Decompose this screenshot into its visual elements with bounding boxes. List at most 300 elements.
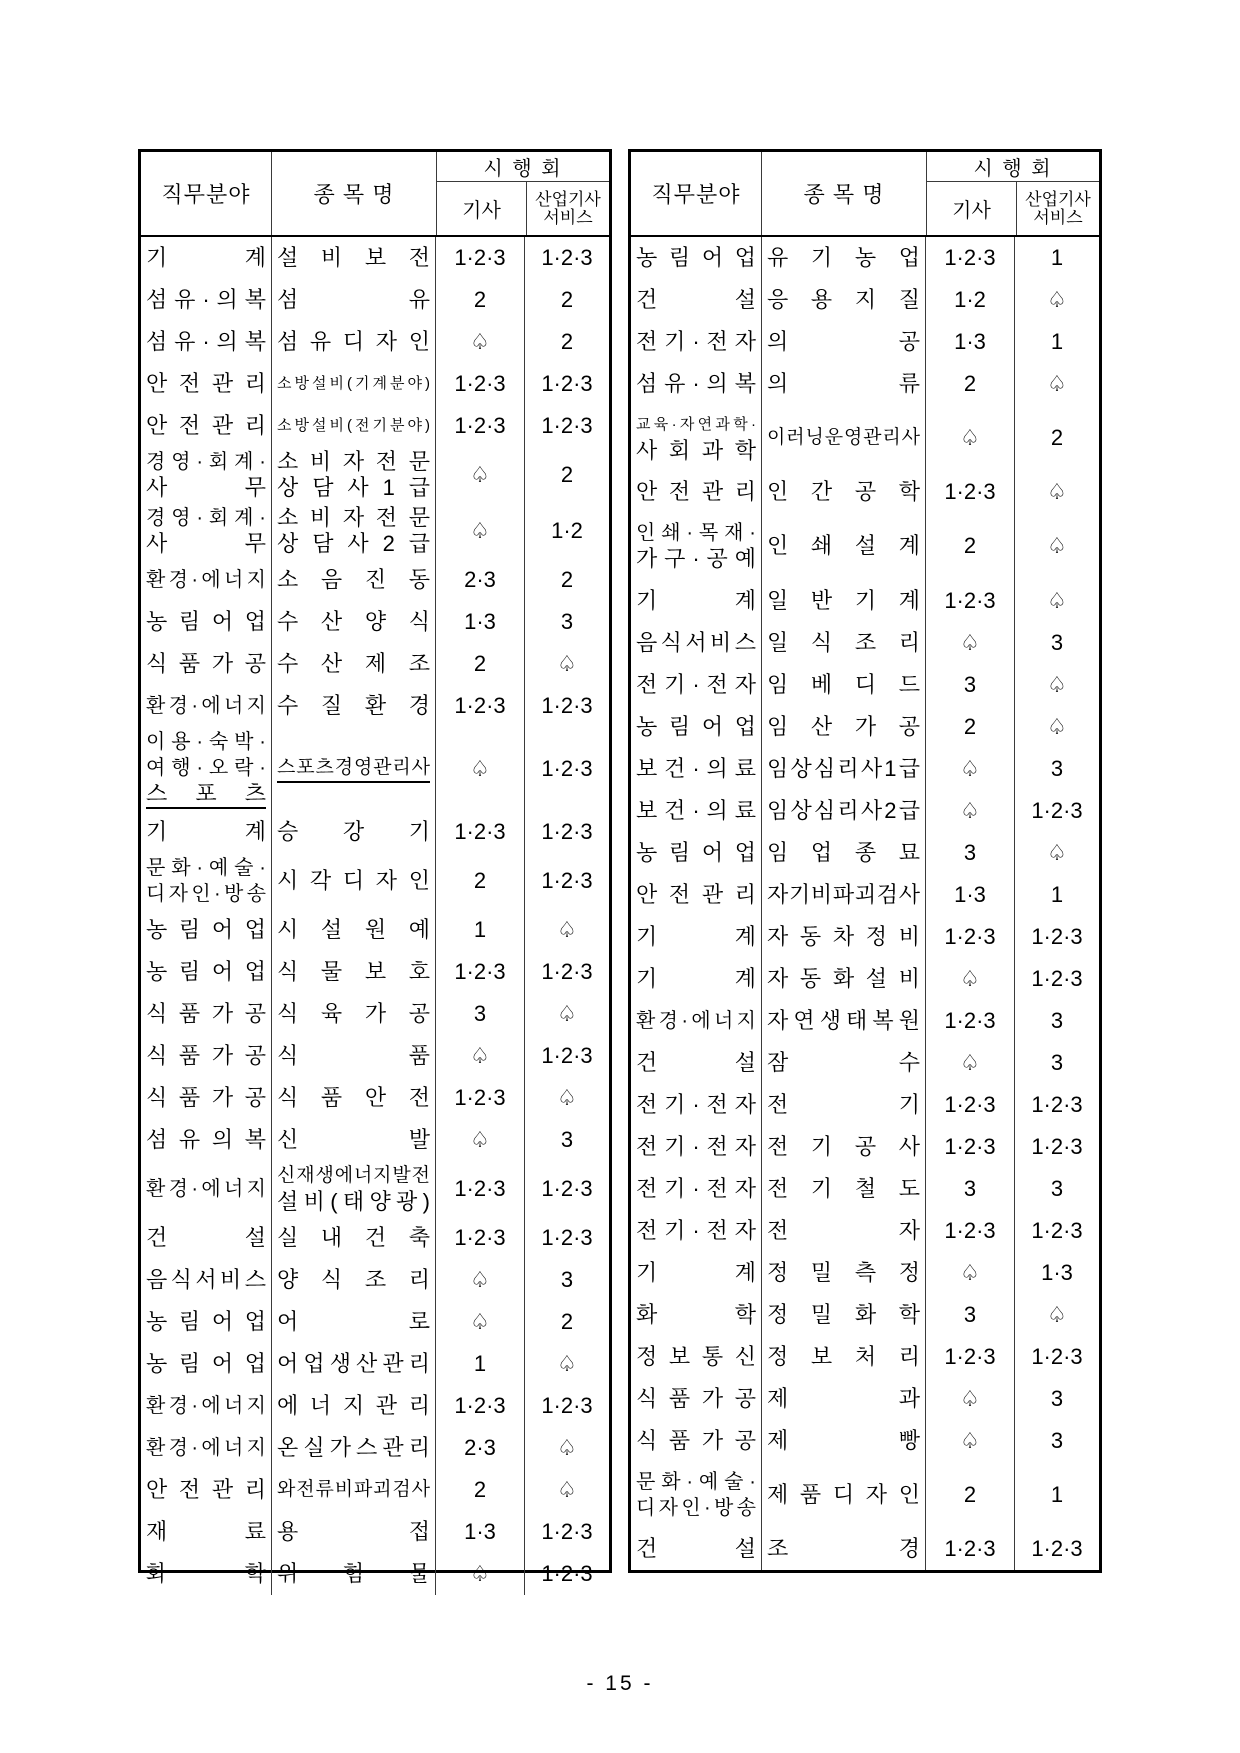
table-row (141, 559, 609, 601)
field-cell: 식 품 가 공 (146, 1085, 266, 1110)
sanup-cell: ♤ (524, 1427, 609, 1469)
field-cell: 안 전 관 리 (146, 413, 266, 438)
sanup-cell: 2 (524, 1301, 609, 1343)
table-row (141, 321, 609, 363)
table-row (631, 1462, 1099, 1528)
field-cell: 전 기 · 전 자 (636, 1091, 756, 1117)
gisa-cell: 1·2·3 (435, 951, 524, 993)
sanup-cell: ♤ (1014, 1294, 1099, 1336)
name-cell: 식 품 (271, 1035, 435, 1077)
name-cell: 일 반 기 계 (761, 580, 925, 622)
field-cell: 기 계 (636, 587, 756, 613)
table-row (631, 1126, 1099, 1168)
gisa-cell: 2·3 (435, 1427, 524, 1469)
field-cell: 농 림 어 업 (146, 1309, 266, 1334)
field-cell: 화 학 (146, 1561, 266, 1586)
name-cell: 제 품 디 자 인 (761, 1462, 925, 1528)
table-header (631, 152, 1099, 237)
table-row (141, 727, 609, 811)
gisa-cell: ♤ (435, 1035, 524, 1077)
gisa-cell: 1·2·3 (435, 685, 524, 727)
table-row (141, 1469, 609, 1511)
gisa-cell: 1·3 (435, 1511, 524, 1553)
gisa-cell: 1 (435, 909, 524, 951)
field-cell: 경 영 · 회 계 · 사 무 (146, 507, 266, 556)
field-cell: 농 림 어 업 (146, 917, 266, 942)
name-cell: 에 너 지 관 리 (271, 1385, 435, 1427)
table-body (141, 237, 609, 1595)
name-cell: 양 식 조 리 (271, 1259, 435, 1301)
table-row (141, 1077, 609, 1119)
table-row (631, 1252, 1099, 1294)
gisa-cell: 1·2·3 (925, 1528, 1014, 1570)
sanup-cell: 2 (524, 447, 609, 503)
column-header-gisa: 기사 (462, 200, 501, 222)
sanup-cell: 2 (524, 559, 609, 601)
name-cell: 수 산 제 조 (271, 643, 435, 685)
gisa-cell: 1·2·3 (435, 363, 524, 405)
column-header-session: 시 행 회 (437, 152, 609, 182)
field-cell: 보 건 · 의 료 (636, 797, 756, 823)
gisa-cell: 1·2·3 (435, 1161, 524, 1217)
gisa-cell: ♤ (435, 321, 524, 363)
field-cell: 재 료 (146, 1519, 266, 1544)
gisa-cell: 2 (435, 1469, 524, 1511)
gisa-cell: 1·2·3 (435, 1217, 524, 1259)
sanup-cell: 1·2·3 (1014, 916, 1099, 958)
qualification-table-left (138, 149, 612, 1586)
field-cell: 안 전 관 리 (636, 479, 756, 505)
table-row (631, 580, 1099, 622)
table-row (631, 321, 1099, 363)
gisa-cell: 3 (925, 1168, 1014, 1210)
field-cell: 농 림 어 업 (146, 609, 266, 634)
field-cell: 농 림 어 업 (636, 713, 756, 739)
gisa-cell: ♤ (435, 1553, 524, 1595)
sanup-cell: 2 (524, 321, 609, 363)
table-row (631, 1294, 1099, 1336)
name-cell: 소 방 설 비 ( 전 기 분 야 ) (271, 405, 435, 447)
field-cell: 농 림 어 업 (146, 959, 266, 984)
sanup-cell: ♤ (1014, 832, 1099, 874)
name-cell: 전 자 (761, 1210, 925, 1252)
table-row (631, 1084, 1099, 1126)
column-header-sanupgisa-line1: 산업기사 (1025, 189, 1091, 209)
field-cell: 환 경 · 에 너 지 (146, 569, 266, 591)
gisa-cell: 1·2·3 (925, 1336, 1014, 1378)
table-row (141, 279, 609, 321)
gisa-cell: ♤ (925, 790, 1014, 832)
name-cell: 자 기 비 파 괴 검 사 (761, 874, 925, 916)
name-cell: 잠 수 (761, 1042, 925, 1084)
column-header-name: 종 목 명 (271, 152, 436, 235)
field-cell: 음 식 서 비 스 (146, 1267, 266, 1292)
gisa-cell: ♤ (435, 503, 524, 559)
sanup-cell: 3 (1014, 1168, 1099, 1210)
table-row (141, 1217, 609, 1259)
field-cell: 전 기 · 전 자 (636, 671, 756, 697)
column-header-gisa: 기사 (952, 200, 991, 222)
sanup-cell: 1·2·3 (524, 1553, 609, 1595)
sanup-cell: 1·2·3 (524, 685, 609, 727)
name-cell: 제 과 (761, 1378, 925, 1420)
sanup-cell: ♤ (1014, 471, 1099, 513)
gisa-cell: 3 (435, 993, 524, 1035)
field-cell: 전 기 · 전 자 (636, 1133, 756, 1159)
table-row (141, 363, 609, 405)
table-row (631, 405, 1099, 471)
gisa-cell: 2 (925, 363, 1014, 405)
gisa-cell: 1·2·3 (925, 1210, 1014, 1252)
session-subheaders (437, 182, 609, 235)
table-row (141, 1259, 609, 1301)
gisa-cell: ♤ (435, 727, 524, 811)
gisa-cell: 1·3 (435, 601, 524, 643)
name-cell: 인 쇄 설 계 (761, 513, 925, 579)
sanup-cell: 1·2·3 (524, 237, 609, 279)
table-row (141, 601, 609, 643)
gisa-cell: 1·2·3 (435, 811, 524, 853)
gisa-cell: 1·2·3 (925, 471, 1014, 513)
sanup-cell: 1·2·3 (1014, 790, 1099, 832)
column-header-session: 시 행 회 (927, 152, 1099, 182)
table-row (631, 1336, 1099, 1378)
field-cell: 식 품 가 공 (146, 1001, 266, 1026)
name-cell: 응 용 지 질 (761, 279, 925, 321)
name-cell: 식 육 가 공 (271, 993, 435, 1035)
sanup-cell: ♤ (524, 1343, 609, 1385)
gisa-cell: 1·3 (925, 874, 1014, 916)
gisa-cell: ♤ (925, 622, 1014, 664)
name-cell: 온 실 가 스 관 리 (271, 1427, 435, 1469)
field-cell: 기 계 (636, 1259, 756, 1285)
sanup-cell: ♤ (1014, 279, 1099, 321)
table-body (631, 237, 1099, 1570)
sanup-cell: 3 (1014, 1042, 1099, 1084)
gisa-cell: 1·2·3 (925, 1084, 1014, 1126)
field-cell: 전 기 · 전 자 (636, 1217, 756, 1243)
gisa-cell: ♤ (925, 958, 1014, 1000)
sanup-cell: 1·2·3 (524, 1385, 609, 1427)
table-row (631, 513, 1099, 579)
table-row (631, 790, 1099, 832)
sanup-cell: 1·2·3 (524, 1511, 609, 1553)
name-cell: 소 음 진 동 (271, 559, 435, 601)
field-cell: 전 기 · 전 자 (636, 1175, 756, 1201)
name-cell: 인 간 공 학 (761, 471, 925, 513)
table-row (141, 405, 609, 447)
sanup-cell: 2 (524, 279, 609, 321)
field-cell: 이 용 · 숙 박 · 여 행 · 오 락 · 스 포 츠 (141, 727, 271, 811)
table-row (631, 874, 1099, 916)
field-cell: 환 경 · 에 너 지 (146, 1395, 266, 1417)
table-row (141, 447, 609, 503)
gisa-cell: 2 (925, 1462, 1014, 1528)
gisa-cell: 1·2·3 (435, 1077, 524, 1119)
name-cell: 임 상 심 리 사 2 급 (761, 790, 925, 832)
name-cell: 임 베 디 드 (761, 664, 925, 706)
gisa-cell: 1·2·3 (925, 1000, 1014, 1042)
sanup-cell: ♤ (1014, 513, 1099, 579)
table-row (141, 1343, 609, 1385)
field-cell: 건 설 (636, 1535, 756, 1561)
name-cell: 실 내 건 축 (271, 1217, 435, 1259)
gisa-cell: 2 (435, 643, 524, 685)
sanup-cell: 1·2·3 (524, 727, 609, 811)
gisa-cell: 3 (925, 664, 1014, 706)
field-cell: 환 경 · 에 너 지 (146, 1437, 266, 1459)
table-row (631, 706, 1099, 748)
field-cell: 농 림 어 업 (636, 245, 756, 270)
field-cell: 섬 유 의 복 (146, 1127, 266, 1152)
name-cell: 용 접 (271, 1511, 435, 1553)
table-row (141, 1161, 609, 1217)
field-cell: 기 계 (636, 965, 756, 991)
table-row (631, 1000, 1099, 1042)
field-cell: 섬 유 · 의 복 (636, 371, 756, 396)
sanup-cell: 3 (524, 601, 609, 643)
field-cell: 식 품 가 공 (636, 1385, 756, 1411)
sanup-cell: ♤ (1014, 664, 1099, 706)
name-cell: 섬 유 (271, 279, 435, 321)
sanup-cell: 1·2·3 (524, 1217, 609, 1259)
gisa-cell: 1·2·3 (435, 1385, 524, 1427)
gisa-cell: 2 (435, 853, 524, 909)
gisa-cell: 3 (925, 832, 1014, 874)
table-row (141, 811, 609, 853)
field-cell: 안 전 관 리 (146, 1477, 266, 1502)
gisa-cell: 2·3 (435, 559, 524, 601)
table-row (631, 471, 1099, 513)
gisa-cell: 3 (925, 1294, 1014, 1336)
gisa-cell: 1·2·3 (925, 237, 1014, 279)
name-cell: 신 재 생 에 너 지 발 전 설 비 ( 태 양 광 ) (271, 1161, 435, 1217)
column-header-session-group (926, 152, 1099, 235)
table-row (631, 832, 1099, 874)
name-cell: 전 기 철 도 (761, 1168, 925, 1210)
gisa-cell: 1·2·3 (925, 580, 1014, 622)
sanup-cell: ♤ (1014, 706, 1099, 748)
name-cell: 시 각 디 자 인 (271, 853, 435, 909)
table-header (141, 152, 609, 237)
name-cell: 소 비 자 전 문 상 담 사 1 급 (271, 447, 435, 503)
field-cell: 문 화 · 예 술 · 디 자 인 · 방 송 (146, 857, 266, 905)
sanup-cell: 1 (1014, 321, 1099, 363)
table-row (631, 1042, 1099, 1084)
column-header-sanupgisa-line1: 산업기사 (535, 189, 601, 209)
sanup-cell: ♤ (524, 1077, 609, 1119)
field-cell: 기 계 (146, 819, 266, 844)
column-header-sanupgisa (1016, 182, 1099, 235)
table-row (141, 1385, 609, 1427)
field-cell: 기 계 (146, 245, 266, 270)
field-cell: 환 경 · 에 너 지 (146, 695, 266, 717)
name-cell: 제 빵 (761, 1420, 925, 1462)
gisa-cell: ♤ (925, 405, 1014, 471)
table-row (141, 1553, 609, 1595)
table-row (141, 909, 609, 951)
table-row (141, 643, 609, 685)
gisa-cell: ♤ (925, 1378, 1014, 1420)
table-row (141, 1119, 609, 1161)
column-header-session-group (436, 152, 609, 235)
field-cell: 섬 유 · 의 복 (146, 329, 266, 354)
qualification-table-right (628, 149, 1102, 1573)
sanup-cell: ♤ (524, 643, 609, 685)
field-cell: 인 쇄 · 목 재 · 가 구 · 공 예 (636, 522, 756, 572)
sanup-cell: 3 (1014, 1378, 1099, 1420)
field-cell: 환 경 · 에 너 지 (146, 1178, 266, 1200)
gisa-cell: 1·2·3 (925, 1126, 1014, 1168)
table-row (631, 1210, 1099, 1252)
table-row (141, 853, 609, 909)
sanup-cell: 3 (1014, 748, 1099, 790)
sanup-cell: 2 (1014, 405, 1099, 471)
field-cell: 섬 유 · 의 복 (146, 287, 266, 312)
table-row (141, 237, 609, 279)
column-header-sanupgisa (526, 182, 609, 235)
field-cell: 안 전 관 리 (636, 881, 756, 907)
sanup-cell: 1·2·3 (524, 811, 609, 853)
sanup-cell: 1·3 (1014, 1252, 1099, 1294)
name-cell: 어 업 생 산 관 리 (271, 1343, 435, 1385)
session-subheaders (927, 182, 1099, 235)
sanup-cell: 3 (1014, 1000, 1099, 1042)
name-cell: 수 질 환 경 (271, 685, 435, 727)
table-row (631, 622, 1099, 664)
sanup-cell: ♤ (524, 909, 609, 951)
name-cell: 소 비 자 전 문 상 담 사 2 급 (271, 503, 435, 559)
sanup-cell: 1·2·3 (524, 363, 609, 405)
table-row (631, 237, 1099, 279)
table-row (631, 279, 1099, 321)
gisa-cell: 1·2·3 (435, 405, 524, 447)
gisa-cell: 2 (925, 513, 1014, 579)
name-cell: 와 전 류 비 파 괴 검 사 (271, 1469, 435, 1511)
table-row (141, 1301, 609, 1343)
field-cell: 경 영 · 회 계 · 사 무 (146, 451, 266, 500)
sanup-cell: 1·2·3 (1014, 1528, 1099, 1570)
name-cell: 식 물 보 호 (271, 951, 435, 993)
sanup-cell: 3 (1014, 622, 1099, 664)
gisa-cell: 2 (435, 279, 524, 321)
gisa-cell: ♤ (435, 447, 524, 503)
gisa-cell: ♤ (435, 1301, 524, 1343)
gisa-cell: ♤ (925, 748, 1014, 790)
gisa-cell: ♤ (435, 1119, 524, 1161)
table-row (631, 1528, 1099, 1570)
table-row (141, 1511, 609, 1553)
field-cell: 안 전 관 리 (146, 371, 266, 396)
name-cell: 스 포 츠 경 영 관 리 사 (271, 727, 435, 811)
name-cell: 의 공 (761, 321, 925, 363)
tables-container (138, 149, 1102, 1586)
table-row (141, 1035, 609, 1077)
column-header-sanupgisa-line2: 서비스 (1033, 207, 1083, 227)
sanup-cell: ♤ (524, 1469, 609, 1511)
table-row (141, 503, 609, 559)
name-cell: 위 험 물 (271, 1553, 435, 1595)
name-cell: 임 상 심 리 사 1 급 (761, 748, 925, 790)
column-header-sanupgisa-line2: 서비스 (543, 207, 593, 227)
name-cell: 소 방 설 비 ( 기 계 분 야 ) (271, 363, 435, 405)
sanup-cell: 1·2·3 (1014, 1336, 1099, 1378)
table-row (631, 1420, 1099, 1462)
name-cell: 설 비 보 전 (271, 237, 435, 279)
field-cell: 정 보 통 신 (636, 1343, 756, 1369)
gisa-cell: 1 (435, 1343, 524, 1385)
table-row (631, 958, 1099, 1000)
gisa-cell: 1·2·3 (435, 237, 524, 279)
sanup-cell: 1·2 (524, 503, 609, 559)
page-number: - 15 - (586, 1672, 654, 1695)
name-cell: 시 설 원 예 (271, 909, 435, 951)
sanup-cell: ♤ (1014, 363, 1099, 405)
name-cell: 자 연 생 태 복 원 (761, 1000, 925, 1042)
table-row (631, 1168, 1099, 1210)
name-cell: 섬 유 디 자 인 (271, 321, 435, 363)
field-cell: 보 건 · 의 료 (636, 755, 756, 781)
sanup-cell: 3 (524, 1119, 609, 1161)
name-cell: 이 러 닝 운 영 관 리 사 (761, 405, 925, 471)
name-cell: 신 발 (271, 1119, 435, 1161)
gisa-cell: ♤ (435, 1259, 524, 1301)
sanup-cell: 1·2·3 (1014, 958, 1099, 1000)
table-row (141, 993, 609, 1035)
field-cell: 식 품 가 공 (636, 1427, 756, 1453)
field-cell: 기 계 (636, 923, 756, 949)
field-cell: 교 육 · 자 연 과 학 · 사 회 과 학 (636, 416, 756, 464)
name-cell: 일 식 조 리 (761, 622, 925, 664)
gisa-cell: ♤ (925, 1252, 1014, 1294)
gisa-cell: ♤ (925, 1042, 1014, 1084)
name-cell: 전 기 (761, 1084, 925, 1126)
name-cell: 어 로 (271, 1301, 435, 1343)
field-cell: 식 품 가 공 (146, 651, 266, 676)
field-cell: 환 경 · 에 너 지 (636, 1009, 756, 1032)
field-cell: 전 기 · 전 자 (636, 329, 756, 354)
name-cell: 정 밀 측 정 (761, 1252, 925, 1294)
column-header-field: 직무분야 (651, 182, 741, 207)
sanup-cell: 1 (1014, 874, 1099, 916)
field-cell: 식 품 가 공 (146, 1043, 266, 1068)
field-cell: 음 식 서 비 스 (636, 629, 756, 655)
name-cell: 전 기 공 사 (761, 1126, 925, 1168)
name-cell: 자 동 차 정 비 (761, 916, 925, 958)
field-cell: 건 설 (146, 1225, 266, 1250)
name-cell: 정 보 처 리 (761, 1336, 925, 1378)
name-cell: 임 산 가 공 (761, 706, 925, 748)
sanup-cell: 1·2·3 (1014, 1210, 1099, 1252)
name-cell: 정 밀 화 학 (761, 1294, 925, 1336)
gisa-cell: 1·3 (925, 321, 1014, 363)
table-row (141, 1427, 609, 1469)
sanup-cell: 1·2·3 (1014, 1084, 1099, 1126)
sanup-cell: 1 (1014, 237, 1099, 279)
name-cell: 식 품 안 전 (271, 1077, 435, 1119)
table-row (141, 951, 609, 993)
field-cell: 농 림 어 업 (636, 839, 756, 865)
field-cell: 문 화 · 예 술 · 디 자 인 · 방 송 (636, 1470, 756, 1519)
sanup-cell: 1·2·3 (524, 405, 609, 447)
name-cell: 조 경 (761, 1528, 925, 1570)
gisa-cell: 1·2 (925, 279, 1014, 321)
table-row (631, 916, 1099, 958)
name-cell: 임 업 종 묘 (761, 832, 925, 874)
gisa-cell: ♤ (925, 1420, 1014, 1462)
sanup-cell: 1·2·3 (524, 951, 609, 993)
field-cell: 농 림 어 업 (146, 1351, 266, 1376)
